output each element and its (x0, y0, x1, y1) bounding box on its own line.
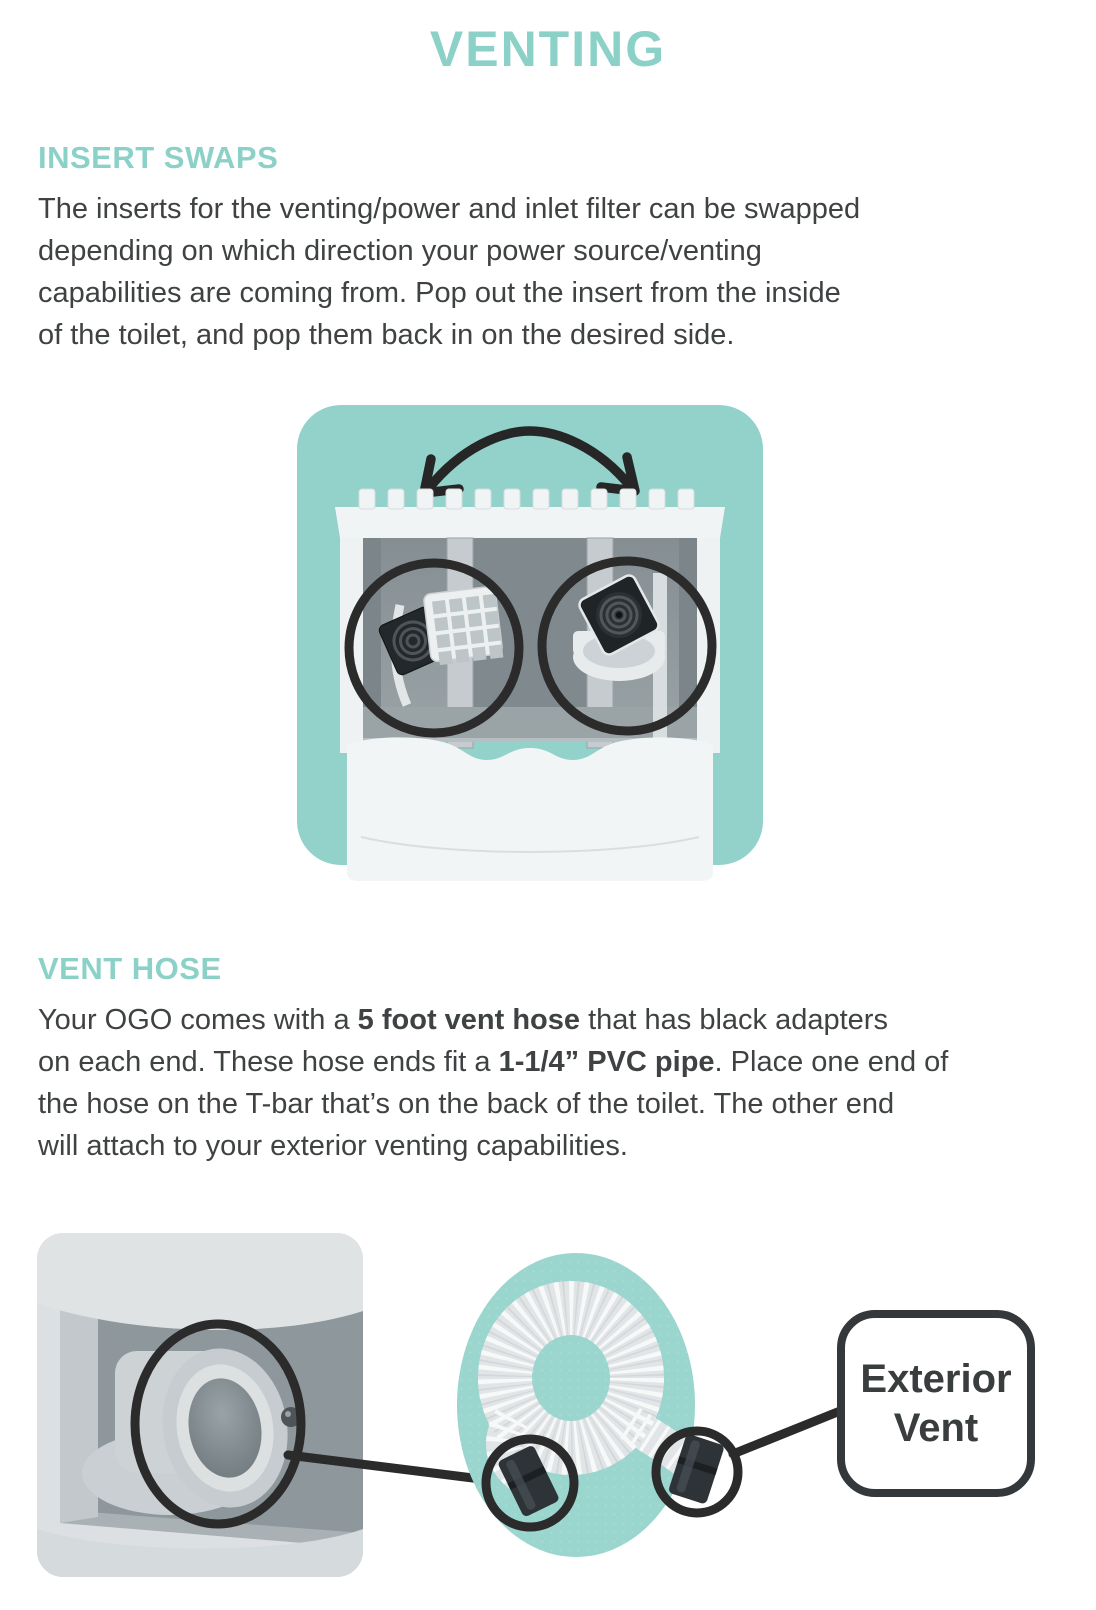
text-segment-bold: 5 foot vent hose (357, 1004, 581, 1036)
section-heading-vent-hose: VENT HOSE (38, 951, 222, 986)
vent-hole-photo (37, 1233, 363, 1577)
text-segment: will attach to your exterior venting capabilities. (38, 1130, 628, 1162)
body-line (38, 1125, 1068, 1167)
body-line (38, 999, 1068, 1041)
text-segment: Your OGO comes with a (38, 1004, 358, 1036)
toilet-front-shell (347, 737, 713, 881)
text-segment: on each end. These hose ends fit a (38, 1046, 499, 1078)
section-heading-insert-swaps: INSERT SWAPS (38, 140, 279, 175)
body-line: depending on which direction your power source/venting (38, 235, 762, 267)
text-segment: that has black adapters (580, 1004, 888, 1036)
body-line (38, 1041, 1068, 1083)
grid-insert-icon (423, 586, 503, 666)
vent-hose-paragraph (38, 999, 1068, 1167)
body-line: of the toilet, and pop them back in on the desired side. (38, 319, 735, 351)
insert-swap-figure (297, 405, 763, 883)
body-line: capabilities are coming from. Pop out the insert from the inside (38, 277, 841, 309)
exterior-vent-callout (837, 1310, 1035, 1497)
text-segment: . Place one end of (714, 1046, 949, 1078)
insert-swaps-paragraph (38, 188, 1068, 356)
exterior-vent-label: Exterior Vent (860, 1356, 1012, 1450)
text-segment-bold: 1-1/4” PVC pipe (498, 1046, 715, 1078)
text-segment: the hose on the T-bar that’s on the back of the toilet. The other end (38, 1088, 895, 1120)
page-title: VENTING (429, 21, 667, 77)
body-line: The inserts for the venting/power and inlet filter can be swapped (38, 193, 861, 225)
body-line (38, 1083, 1068, 1125)
